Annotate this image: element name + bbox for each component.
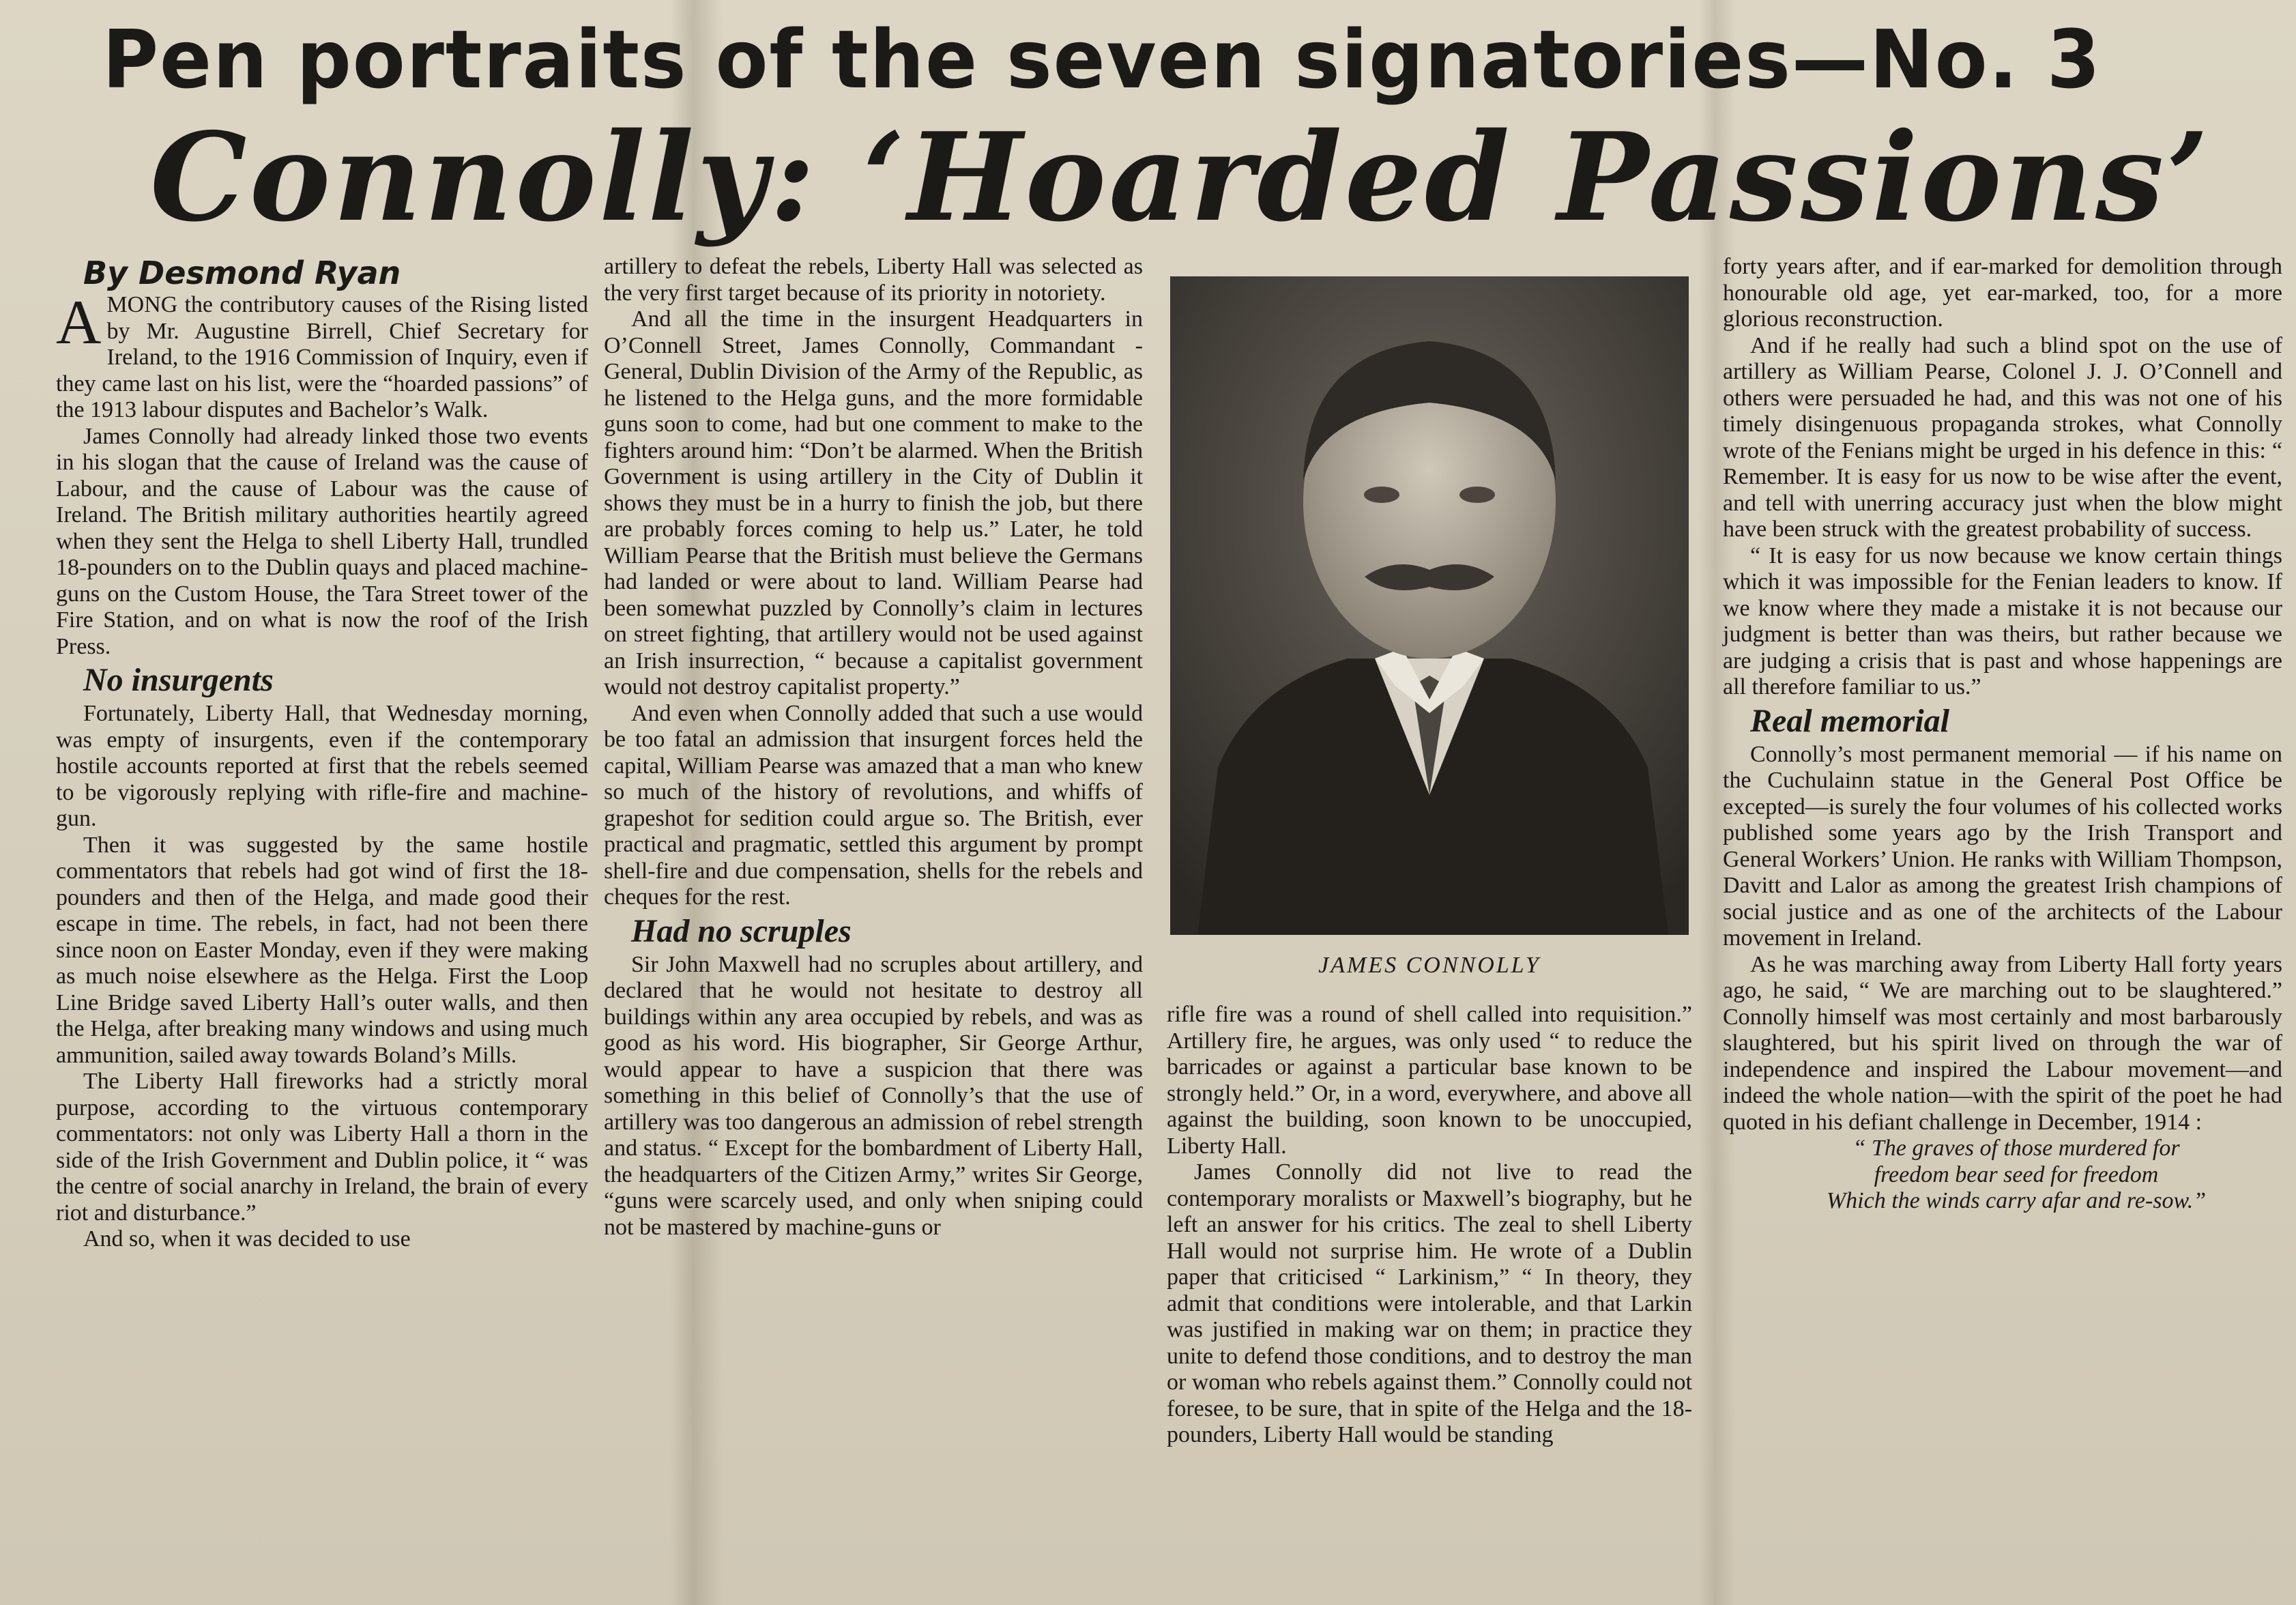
subheading: No insurgents xyxy=(83,662,274,698)
series-kicker: Pen portraits of the seven signatories—No. 3 xyxy=(102,12,2102,106)
verse-line: “ The graves of those murdered for xyxy=(1852,1136,2180,1161)
paragraph: “ It is easy for us now because we know certain things which it was impossible for the Fenian leaders to know. If we know where they made a mistake it is not because our judgment is better than was theirs, but rather because we are judging a crisis that is past and whose happenings are all therefore familiar to us.” xyxy=(1723,543,2282,699)
paragraph: Fortunately, Liberty Hall, that Wednesday morning, was empty of insurgents, even if the contemporary hostile accounts reported at first that the rebels seemed to be vigorously replying with rifle-fire and machine-gun. xyxy=(56,701,588,831)
paragraph: And all the time in the insurgent Headquarters in O’Connell Street, James Connolly, Commandant - General, Dublin Division of the Army of the Republic, as he listened to the Helga guns, and the more formidable guns soon to come, had but one comment to make to the fighters around him: “Don’t be alarmed. When the British Government is using artillery in the City of Dublin it shows they must be in a hurry to finish the job, but there are probably forces coming to help us.” Later, he told William Pearse that the British must believe the Germans had landed or were about to land. William Pearse had been somewhat puzzled by Connolly’s claim in lectures on street fighting, that artillery would not be used against an Irish insurrection, “ because a capitalist government would not destroy capitalist property.” xyxy=(604,306,1143,699)
byline: By Desmond Ryan xyxy=(83,255,401,291)
column-2 xyxy=(604,254,1143,1241)
paragraph: And so, when it was decided to use xyxy=(83,1226,411,1252)
verse-line: freedom bear seed for freedom xyxy=(1874,1161,2159,1187)
paragraph: And even when Connolly added that such a use would be too fatal an admission that insurgent forces held the capital, William Pearse was amazed that a man who knew so much of the history of revolutions, and whiffs of grapeshot for sedition could argue so. The British, ever practical and pragmatic, settled this argument by prompt shell-fire and due compensation, shells for the rebels and cheques for the rest. xyxy=(604,700,1143,910)
portrait-photo xyxy=(1170,276,1689,935)
photo-caption: JAMES CONNOLLY xyxy=(1318,953,1541,978)
paragraph: forty years after, and if ear-marked for demolition through honourable old age, yet ear-marked, too, for a more glorious reconstruction. xyxy=(1723,254,2282,332)
paragraph: AMONG the contributory causes of the Rising listed by Mr. Augustine Birrell, Chief Secretary for Ireland, to the 1916 Commission of Inquiry, even if they came last on his list, were the “hoarded passions” of the 1913 labour disputes and Bachelor’s Walk. xyxy=(56,287,588,422)
verse-line: Which the winds carry afar and re-sow.” xyxy=(1826,1188,2207,1213)
paragraph: rifle fire was a round of shell called into requisition.” Artillery fire, he argues, was only used “ to reduce the barricades or against a particular base known to be strongly held.” Or, in a word, everywhere, and above all against the building, soon known to be unoccupied, Liberty Hall. xyxy=(1167,1002,1692,1159)
drop-cap: A xyxy=(56,287,102,357)
paragraph: And if he really had such a blind spot on the use of artillery as William Pearse, Colonel J. J. O’Connell and others were persuaded he had, and this was not one of his timely disingenuous propaganda strokes, what Connolly wrote of the Fenians might be urged in his defence in this: “ Remember. It is easy for us now to be wise after the event, and tell with unerring accuracy just when the blow might have been struck with the greatest probability of success. xyxy=(1723,332,2282,542)
portrait-illustration xyxy=(1170,276,1689,935)
subheading: Real memorial xyxy=(1750,702,1949,739)
headline: Connolly: ‘Hoarded Passions’ xyxy=(150,106,2212,248)
paragraph: artillery to defeat the rebels, Liberty Hall was selected as the very first target because of its priority in notoriety. xyxy=(604,254,1143,306)
paragraph: As he was marching away from Liberty Hall forty years ago, he said, “ We are marching out to be slaughtered.” Connolly himself was most certainly and most barbarously slaughtered, but his spirit lived on through the war of independence and inspired the Labour movement—and indeed the whole nation—with the spirit of the poet he had quoted in his defiant challenge in December, 1914 : xyxy=(1723,951,2282,1135)
column-3 xyxy=(1167,1002,1692,1449)
paragraph: Connolly’s most permanent memorial — if his name on the Cuchulainn statue in the General Post Office be excepted—is surely the four volumes of his collected works published some years ago by the Irish Transport and General Workers’ Union. He ranks with William Thompson, Davitt and Lalor as among the greatest Irish champions of social justice and as one of the architects of the Labour movement in Ireland. xyxy=(1723,741,2282,951)
paragraph: Sir John Maxwell had no scruples about artillery, and declared that he would not hesitate to destroy all buildings within any area occupied by rebels, and was as good as his word. His biographer, Sir George Arthur, would appear to have a suspicion that there was something in this belief of Connolly’s that the use of artillery was too dangerous an admission of rebel strength and status. “ Except for the bombardment of Liberty Hall, the headquarters of the Citizen Army,” writes Sir George, “guns were scarcely used, and only when sniping could not be mastered by machine-guns or xyxy=(604,951,1143,1240)
paragraph: Then it was suggested by the same hostile commentators that rebels had got wind of first the 18-pounders and then of the Helga, and made good their escape in time. The rebels, in fact, had not been there since noon on Easter Monday, even if they were making as much noise elsewhere as the Helga. First the Loop Line Bridge saved Liberty Hall’s outer walls, and then the Helga, after breaking many windows and using much ammunition, sailed away towards Boland’s Mills. xyxy=(56,832,588,1068)
paragraph: James Connolly had already linked those two events in his slogan that the cause of Ireland was the cause of Labour, and the cause of Labour was the cause of Ireland. The British military authorities heartily agreed when they sent the Helga to shell Liberty Hall, trundled 18-pounders on to the Dublin quays and placed machine-guns on the Custom House, the Tara Street tower of the Fire Station, and on what is now the roof of the Irish Press. xyxy=(56,423,588,659)
column-1 xyxy=(56,254,588,1253)
subheading: Had no scruples xyxy=(631,912,852,949)
paragraph: James Connolly did not live to read the contemporary moralists or Maxwell’s biography, but he left an answer for his critics. The zeal to shell Liberty Hall would not surprise him. He wrote of a Dublin paper that criticised “ Larkinism,” “ In theory, they admit that conditions were intolerable, and that Larkin was justified in making war on them; in practice they unite to defend those conditions, and to destroy the man or woman who rebels against them.” Connolly could not foresee, to be sure, that in spite of the Helga and the 18-pounders, Liberty Hall would be standing xyxy=(1167,1159,1692,1447)
column-4 xyxy=(1723,254,2282,1215)
paragraph: The Liberty Hall fireworks had a strictly moral purpose, according to the virtuous contemporary commentators: not only was Liberty Hall a thorn in the side of the Irish Government and Dublin police, it “ was the centre of social anarchy in Ireland, the brain of every riot and disturbance.” xyxy=(56,1069,588,1226)
